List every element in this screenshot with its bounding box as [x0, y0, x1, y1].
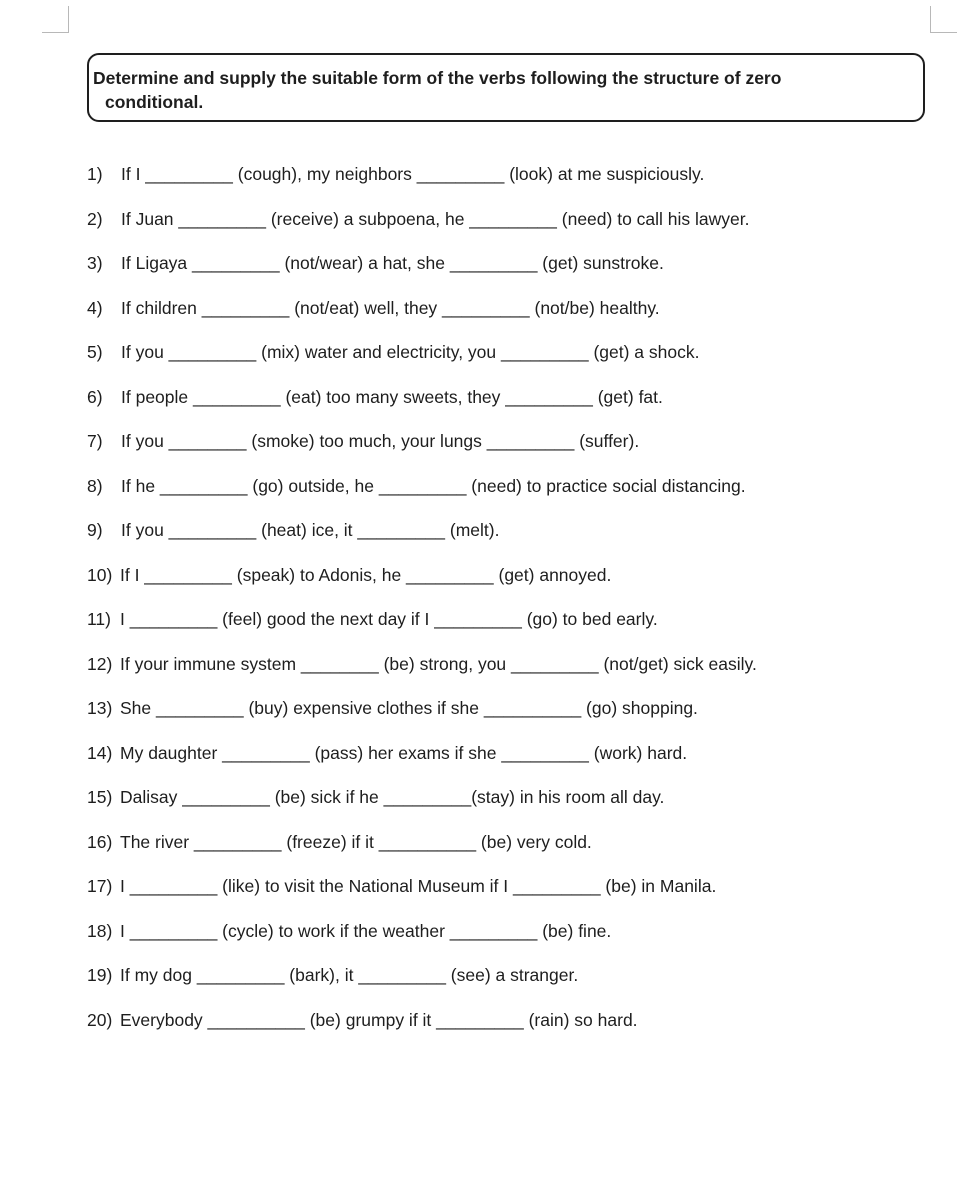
- exercise-number: 20): [87, 1009, 113, 1030]
- exercise-sentence: If I _________ (cough), my neighbors _________ (look) at me suspiciously.: [121, 164, 705, 184]
- exercise-item: [87, 386, 663, 408]
- exercise-item: [87, 653, 757, 675]
- exercise-sentence: If you _________ (mix) water and electricity, you _________ (get) a shock.: [121, 342, 700, 362]
- exercise-item: [87, 341, 699, 363]
- exercise-number: 13): [87, 698, 113, 718]
- exercise-sentence: If Ligaya _________ (not/wear) a hat, she _________ (get) sunstroke.: [121, 253, 664, 273]
- exercise-sentence: I _________ (feel) good the next day if I _________ (go) to bed early.: [120, 609, 658, 629]
- exercise-item: [87, 920, 611, 942]
- exercise-number: 4): [87, 297, 103, 318]
- exercise-sentence: If my dog _________ (bark), it _________ (see) a stranger.: [120, 965, 579, 985]
- exercise-item: [87, 608, 658, 630]
- exercise-item: [87, 430, 639, 452]
- exercise-sentence: If people _________ (eat) too many sweets, they _________ (get) fat.: [121, 386, 663, 407]
- exercise-number: 14): [87, 742, 113, 763]
- exercise-number: 18): [87, 920, 113, 941]
- exercise-item: [87, 564, 611, 586]
- exercise-sentence: Dalisay _________ (be) sick if he _________(stay) in his room all day.: [120, 787, 665, 807]
- exercise-number: 8): [87, 475, 103, 496]
- exercise-item: [87, 1009, 638, 1031]
- exercise-sentence: I _________ (like) to visit the National Museum if I _________ (be) in Manila.: [120, 876, 717, 896]
- exercise-item: [87, 297, 660, 319]
- exercise-sentence: If he _________ (go) outside, he _________ (need) to practice social distancing.: [121, 475, 746, 496]
- exercise-item: [87, 831, 592, 853]
- exercise-item: [87, 697, 698, 719]
- exercise-number: 7): [87, 431, 103, 451]
- exercise-number: 2): [87, 208, 103, 229]
- exercise-number: 15): [87, 787, 113, 807]
- exercise-sentence: If children _________ (not/eat) well, they _________ (not/be) healthy.: [121, 297, 660, 318]
- exercise-sentence: If you _________ (heat) ice, it _________ (melt).: [121, 520, 500, 540]
- exercise-number: 1): [87, 164, 103, 184]
- exercise-sentence: If you ________ (smoke) too much, your lungs _________ (suffer).: [121, 431, 640, 451]
- exercise-item: [87, 208, 750, 230]
- exercise-sentence: The river _________ (freeze) if it __________ (be) very cold.: [120, 831, 592, 852]
- exercise-sentence: I _________ (cycle) to work if the weather _________ (be) fine.: [120, 920, 612, 941]
- exercise-number: 19): [87, 965, 113, 985]
- exercise-sentence: If your immune system ________ (be) strong, you _________ (not/get) sick easily.: [120, 653, 757, 674]
- exercise-item: [87, 519, 499, 541]
- exercise-number: 9): [87, 520, 103, 540]
- exercise-number: 11): [87, 609, 111, 629]
- exercise-item: [87, 786, 664, 808]
- instruction-line-2: conditional.: [105, 92, 204, 112]
- exercise-number: 17): [87, 876, 113, 896]
- exercise-number: 3): [87, 253, 103, 273]
- exercise-item: [87, 252, 664, 274]
- exercise-item: [87, 875, 716, 897]
- exercise-sentence: She _________ (buy) expensive clothes if she __________ (go) shopping.: [120, 698, 698, 718]
- exercise-item: [87, 163, 704, 185]
- instruction-line-1: Determine and supply the suitable form of the verbs following the structure of zero: [93, 68, 782, 88]
- exercise-number: 6): [87, 386, 103, 407]
- exercise-number: 5): [87, 342, 103, 362]
- exercise-item: [87, 964, 578, 986]
- exercise-item: [87, 742, 687, 764]
- exercise-item: [87, 475, 746, 497]
- exercise-sentence: If Juan _________ (receive) a subpoena, he _________ (need) to call his lawyer.: [121, 208, 750, 229]
- exercise-sentence: Everybody __________ (be) grumpy if it _________ (rain) so hard.: [120, 1009, 638, 1030]
- exercise-number: 16): [87, 831, 113, 852]
- exercise-number: 12): [87, 653, 113, 674]
- exercise-sentence: If I _________ (speak) to Adonis, he _________ (get) annoyed.: [120, 564, 612, 585]
- exercise-number: 10): [87, 564, 113, 585]
- exercise-sentence: My daughter _________ (pass) her exams if she _________ (work) hard.: [120, 742, 688, 763]
